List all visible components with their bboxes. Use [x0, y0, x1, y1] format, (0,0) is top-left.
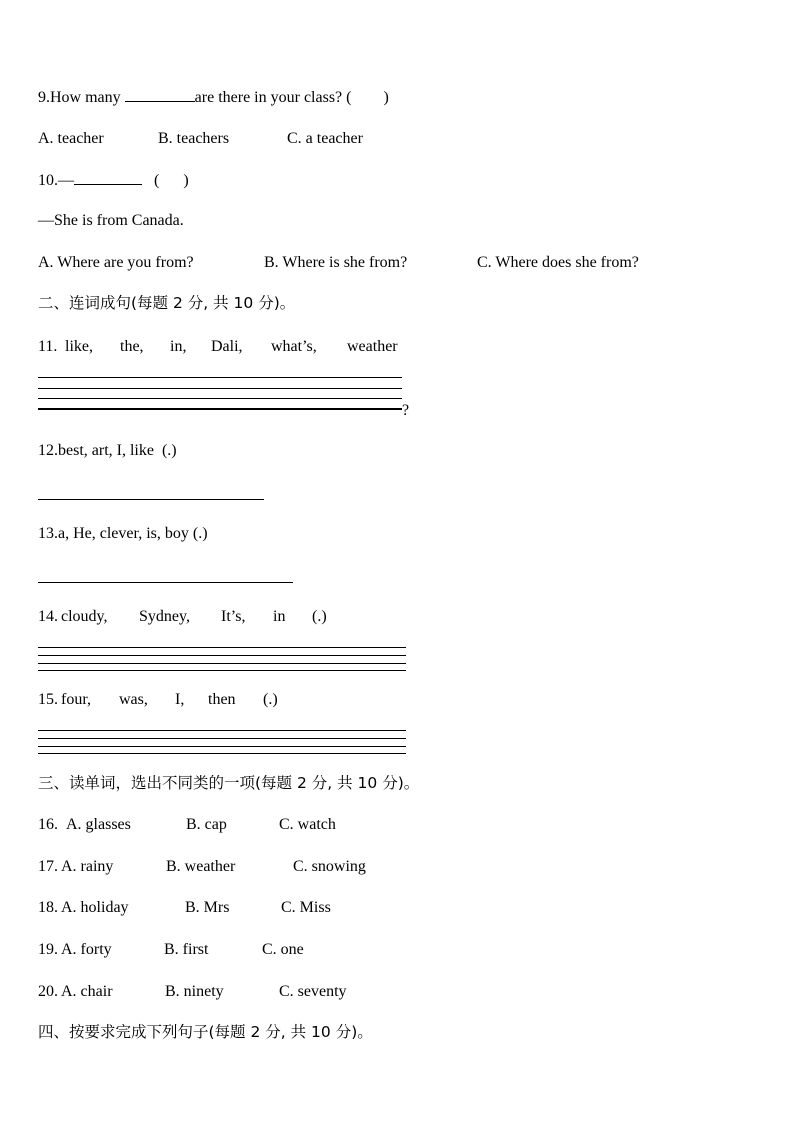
q9-option-b: B. teachers — [158, 130, 230, 147]
q18-option-b: B. Mrs — [185, 899, 230, 916]
q14-word: in — [273, 608, 286, 625]
q14-word: Sydney, — [139, 608, 190, 625]
q20-option-a: A. chair — [61, 983, 113, 1000]
q14-word: (.) — [312, 608, 327, 625]
q17-number: 17. — [38, 858, 58, 875]
question-10-prompt: 10.— — [38, 172, 74, 189]
q20-number: 20. — [38, 983, 58, 1000]
q18-option-a: A. holiday — [61, 899, 129, 916]
section-4-heading: 四、按要求完成下列句子(每题 2 分, 共 10 分)。 — [38, 1023, 373, 1041]
q17-option-a: A. rainy — [61, 858, 114, 875]
q16-option-b: B. cap — [186, 816, 227, 833]
section-3-heading: 三、读单词，选出不同类的一项(每题 2 分, 共 10 分)。 — [38, 774, 420, 792]
answer-line[interactable] — [38, 647, 406, 648]
q11-word: like, — [65, 338, 93, 355]
answer-line[interactable] — [38, 670, 406, 671]
answer-line[interactable] — [38, 582, 293, 583]
answer-line[interactable] — [38, 738, 406, 739]
q19-option-a: A. forty — [61, 941, 112, 958]
question-9 — [38, 87, 389, 108]
q11-word: Dali, — [211, 338, 243, 355]
q16-option-c: C. watch — [279, 816, 336, 833]
answer-line[interactable] — [38, 499, 264, 500]
q10-option-c: C. Where does she from? — [477, 254, 639, 271]
q9-option-a: A. teacher — [38, 130, 104, 147]
q18-number: 18. — [38, 899, 58, 916]
question-9-prefix: 9.How many — [38, 89, 125, 106]
q18-option-c: C. Miss — [281, 899, 331, 916]
q15-word: I, — [175, 691, 185, 708]
q20-option-c: C. seventy — [279, 983, 347, 1000]
q12-number: 12. — [38, 442, 58, 459]
q15-word: (.) — [263, 691, 278, 708]
q11-word: what’s, — [271, 338, 317, 355]
section-2-heading: 二、连词成句(每题 2 分, 共 10 分)。 — [38, 294, 296, 312]
q13-number: 13. — [38, 525, 58, 542]
answer-line[interactable] — [38, 746, 406, 747]
q9-option-c: C. a teacher — [287, 130, 363, 147]
q14-word: It’s, — [221, 608, 246, 625]
q19-number: 19. — [38, 941, 58, 958]
q11-word: weather — [347, 338, 398, 355]
q14-number: 14. — [38, 608, 58, 625]
q20-option-b: B. ninety — [165, 983, 224, 1000]
q14-word: cloudy, — [61, 608, 108, 625]
q15-word: then — [208, 691, 236, 708]
question-10 — [38, 170, 189, 191]
answer-blank[interactable] — [74, 170, 142, 185]
question-10-reply: —She is from Canada. — [38, 212, 184, 229]
answer-line[interactable] — [38, 388, 402, 389]
answer-line[interactable] — [38, 753, 406, 754]
q11-question-mark: ? — [402, 402, 410, 419]
question-13 — [38, 524, 208, 544]
q15-word: four, — [61, 691, 92, 708]
question-12 — [38, 441, 177, 461]
q19-option-b: B. first — [164, 941, 209, 958]
q15-number: 15. — [38, 691, 58, 708]
answer-line[interactable] — [38, 377, 402, 378]
question-9-suffix: are there in your class? ( ) — [194, 89, 389, 106]
q10-option-a: A. Where are you from? — [38, 254, 194, 271]
answer-line[interactable] — [38, 398, 402, 399]
q17-option-b: B. weather — [166, 858, 236, 875]
answer-blank[interactable] — [125, 87, 195, 102]
question-10-paren: ( ) — [154, 172, 189, 189]
q11-word: in, — [170, 338, 187, 355]
q17-option-c: C. snowing — [293, 858, 366, 875]
q19-option-c: C. one — [262, 941, 304, 958]
q12-text: best, art, I, like (.) — [58, 442, 177, 459]
q16-number: 16. — [38, 816, 58, 833]
q11-number: 11. — [38, 338, 58, 355]
q11-word: the, — [120, 338, 144, 355]
q10-option-b: B. Where is she from? — [264, 254, 408, 271]
answer-line[interactable] — [38, 408, 402, 410]
answer-line[interactable] — [38, 730, 406, 731]
q16-option-a: A. glasses — [66, 816, 131, 833]
answer-line[interactable] — [38, 663, 406, 664]
q15-word: was, — [119, 691, 148, 708]
answer-line[interactable] — [38, 655, 406, 656]
q13-text: a, He, clever, is, boy (.) — [58, 525, 208, 542]
